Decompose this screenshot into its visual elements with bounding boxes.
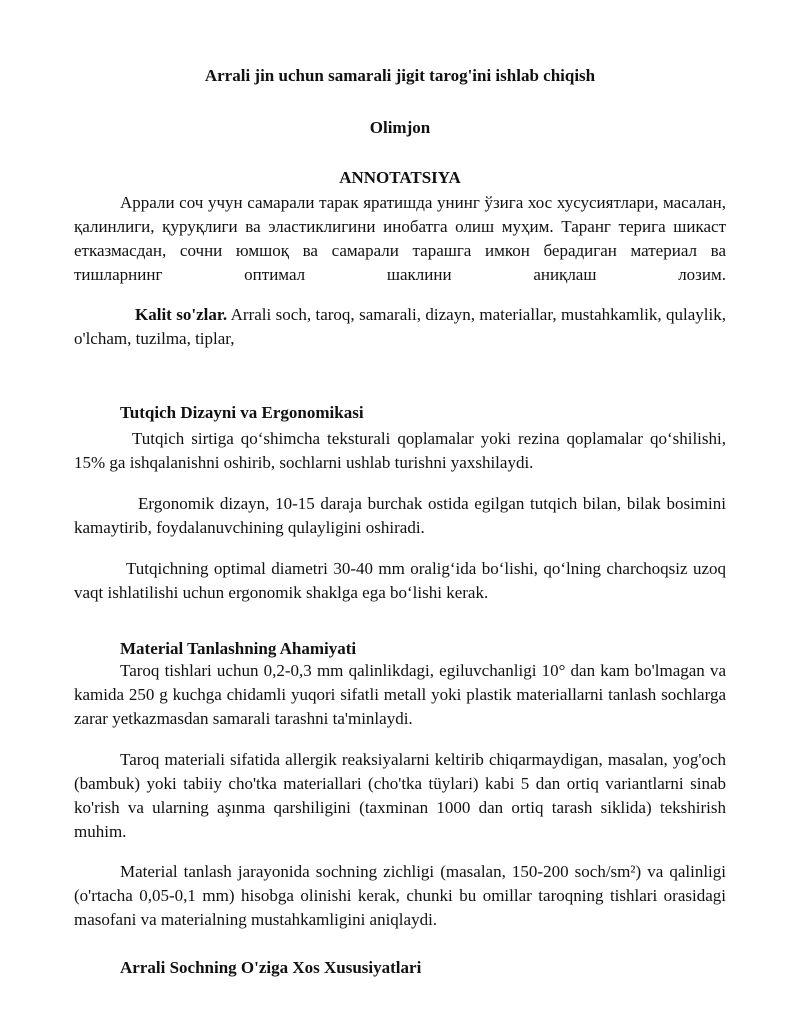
section-heading-serrated-hair: Arrali Sochning O'ziga Xos Xususiyatlari — [120, 958, 422, 977]
keywords-paragraph — [74, 303, 726, 351]
author-name: Olimjon — [369, 118, 431, 137]
section-heading-handle-design: Tutqich Dizayni va Ergonomikasi — [120, 403, 364, 422]
material-selection-paragraph-3: Material tanlash jarayonida sochning zichligi (masalan, 150-200 soch/sm²) va qalinligi (o'rtacha 0,05-0,1 mm) hisobga olinishi kerak, chunki bu omillar taroqning tishlari orasidagi masofani va materialning mustahkamligini aniqlaydi. — [74, 862, 726, 929]
handle-design-paragraph-2: Ergonomik dizayn, 10-15 daraja burchak ostida egilgan tutqich bilan, bilak bosimini kamaytirib, foydalanuvchining qulayligini oshiradi. — [74, 494, 726, 537]
keywords-label: Kalit so'zlar. — [135, 305, 228, 324]
annotation-paragraph: Аррали соч учун самарали тарак яратишда унинг ўзига хос хусусиятлари, масалан, қалинлиги, қуруқлиги ва эластиклигини инобатга олиш муҳим. Таранг терига шикаст етказмасдан, сочни юмшоқ ва самарали тарашга имкон берадиган материал ва тишларнинг оптимал шаклини аниқлаш лозим. — [74, 193, 726, 284]
material-selection-paragraph-2: Taroq materiali sifatida allergik reaksiyalarni keltirib chiqarmaydigan, masalan, yog'och (bambuk) yoki tabiiy cho'tka materiallari (cho'tka tüylari) kabi 5 dan ortiq variantlarni sinab ko'rish va ularning aşınma qarshiligini (taxminan 1000 dan ortiq tarash siklida) tekshirish muhim. — [74, 750, 726, 841]
keywords-text: Arrali soch, taroq, samarali, dizayn, materiallar, mustahkamlik, qulaylik, o'lcham, tuzilma, tiplar, — [74, 305, 726, 348]
section-heading-material-selection: Material Tanlashning Ahamiyati — [120, 639, 357, 658]
annotation-heading: ANNOTATSIYA — [339, 168, 461, 187]
handle-design-paragraph-3: Tutqichning optimal diametri 30-40 mm oralig‘ida bo‘lishi, qo‘lning charchoqsiz uzoq vaqt ishlatilishi uchun ergonomik shaklga ega bo‘lishi kerak. — [74, 559, 726, 602]
document-title: Arrali jin uchun samarali jigit tarog'ini ishlab chiqish — [204, 66, 596, 85]
handle-design-paragraph-1: Tutqich sirtiga qo‘shimcha teksturali qoplamalar yoki rezina qoplamalar qo‘shilishi, 15% ga ishqalanishni oshirib, sochlarni ushlab turishni yaxshilaydi. — [74, 429, 726, 472]
material-selection-paragraph-1: Taroq tishlari uchun 0,2-0,3 mm qalinlikdagi, egiluvchanligi 10° dan kam bo'lmagan va kamida 250 g kuchga chidamli yuqori sifatli metall yoki plastik materiallarni tanlash sochlarga zarar yetkazmasdan samarali tarashni ta'minlaydi. — [74, 661, 726, 728]
